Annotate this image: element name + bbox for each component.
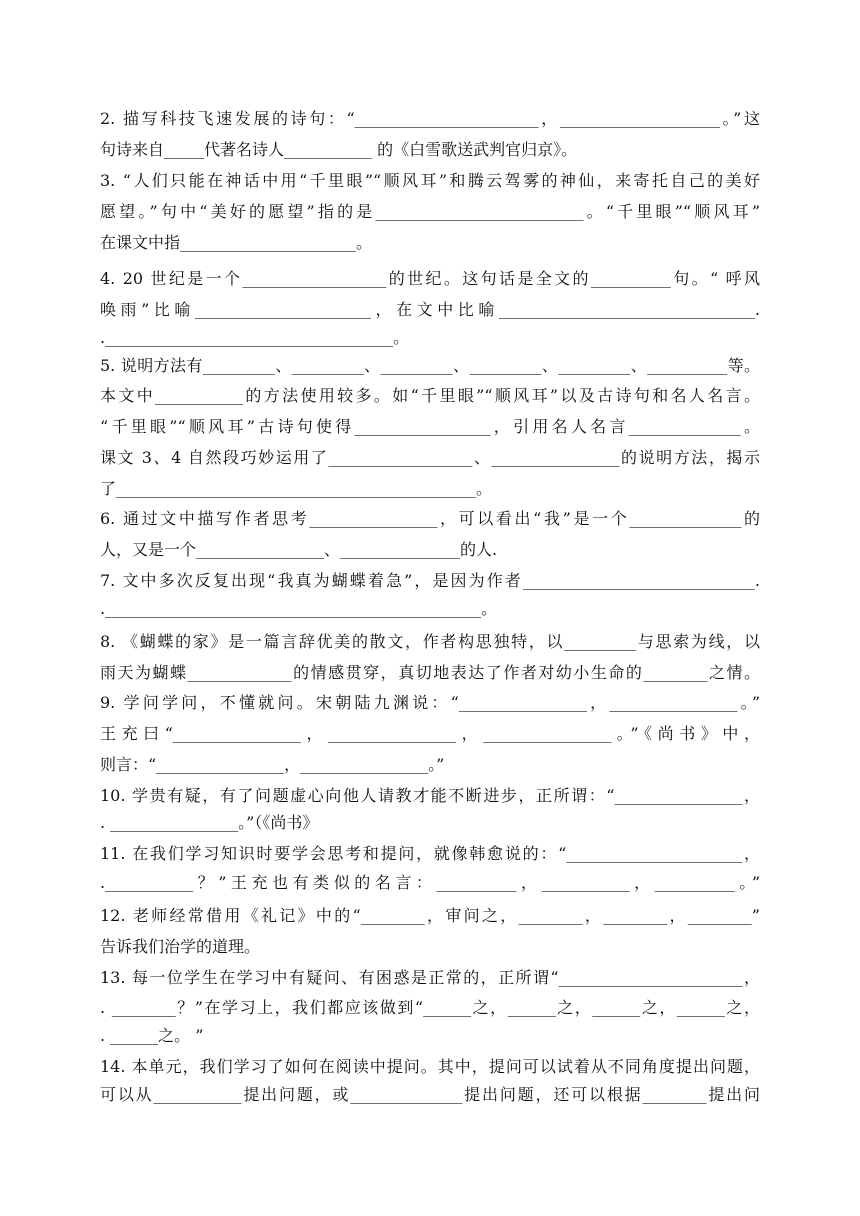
text-line: 9. 学问学问，不懂就问。宋朝陆九渊说：“________________，________________。” xyxy=(100,693,760,712)
text-line: 句诗来自_____代著名诗人___________ 的《白雪歌送武判官归京》。 xyxy=(100,140,578,159)
text-line: 2. 描写科技飞速发展的诗句：“_______________________，____________________。”这 xyxy=(100,109,760,128)
text-line: ._______________________________________________。 xyxy=(100,599,498,618)
text-line: 愿望。”句中“美好的愿望”指的是__________________________。“千里眼”“顺风耳” xyxy=(100,202,760,221)
text-line: 则言：“________________，________________。” xyxy=(100,755,445,774)
text-line: “千里眼”“顺风耳”古诗句使得_________________，引用名人名言______________。 xyxy=(100,417,760,436)
text-line: 10. 学贵有疑，有了问题虚心向他人请教才能不断进步，正所谓：“________________， xyxy=(100,786,760,805)
text-line: 人，又是一个________________、_______________的人. xyxy=(100,540,498,559)
text-line: 王充曰“________________，________________，________________。”《尚书》中， xyxy=(100,724,760,743)
text-line: . ________________。”（《尚书》 xyxy=(100,813,319,832)
text-line: 12. 老师经常借用《礼记》中的“________，审问之，________，________，________” xyxy=(100,906,760,925)
text-line: 13. 每一位学生在学习中有疑问、有困惑是正常的，正所谓“_______________________， xyxy=(100,968,760,987)
text-line: 课文 3、4 自然段巧妙运用了__________________、________________的说明方法，揭示 xyxy=(100,448,760,467)
text-line: 本文中___________的方法使用较多。如“千里眼”“顺风耳”以及古诗句和名人名言。 xyxy=(100,386,760,405)
text-line: 5. 说明方法有_________、_________、_________、_________、_________、__________等。 xyxy=(100,356,760,375)
text-line: .___________？”王充也有类似的名言：__________，___________，__________。” xyxy=(100,873,760,892)
text-line: 告诉我们治学的道理。 xyxy=(100,937,261,956)
text-line: 在课文中指______________________。 xyxy=(100,233,373,252)
text-line: .____________________________________。 xyxy=(100,328,410,347)
text-line: 雨天为蝴蝶_____________的情感贯穿，真切地表达了作者对幼小生命的________之情。 xyxy=(100,663,760,682)
text-line: 了_____________________________________________。 xyxy=(100,479,493,498)
text-line: . ________？”在学习上，我们都应该做到“______之，______之，______之，______之， xyxy=(100,998,760,1017)
text-line: 3. “人们只能在神话中用“千里眼”“顺风耳”和腾云驾雾的神仙，来寄托自己的美好 xyxy=(100,171,760,190)
text-line: . ______之。 ” xyxy=(100,1026,204,1045)
text-line: 4. 20 世纪是一个__________________的世纪。这句话是全文的__________句。“ 呼风 xyxy=(100,269,760,288)
text-line: 14. 本单元，我们学习了如何在阅读中提问。其中，提问可以试着从不同角度提出问题， xyxy=(100,1057,760,1076)
text-line: 唤雨”比喻______________________，在文中比喻________________________________. xyxy=(100,300,760,319)
text-line: 11. 在我们学习知识时要学会思考和提问，就像韩愈说的：“______________________， xyxy=(100,844,760,863)
text-line: 7. 文中多次反复出现“我真为蝴蝶着急”，是因为作者_____________________________. xyxy=(100,571,760,590)
text-line: 6. 通过文中描写作者思考________________，可以看出“我”是一个______________的 xyxy=(100,509,760,528)
text-line: 可以从___________提出问题，或______________提出问题，还可以根据________提出问 xyxy=(100,1085,760,1104)
text-line: 8. 《蝴蝶的家》是一篇言辞优美的散文，作者构思独特，以_________与思索为线，以 xyxy=(100,632,760,651)
